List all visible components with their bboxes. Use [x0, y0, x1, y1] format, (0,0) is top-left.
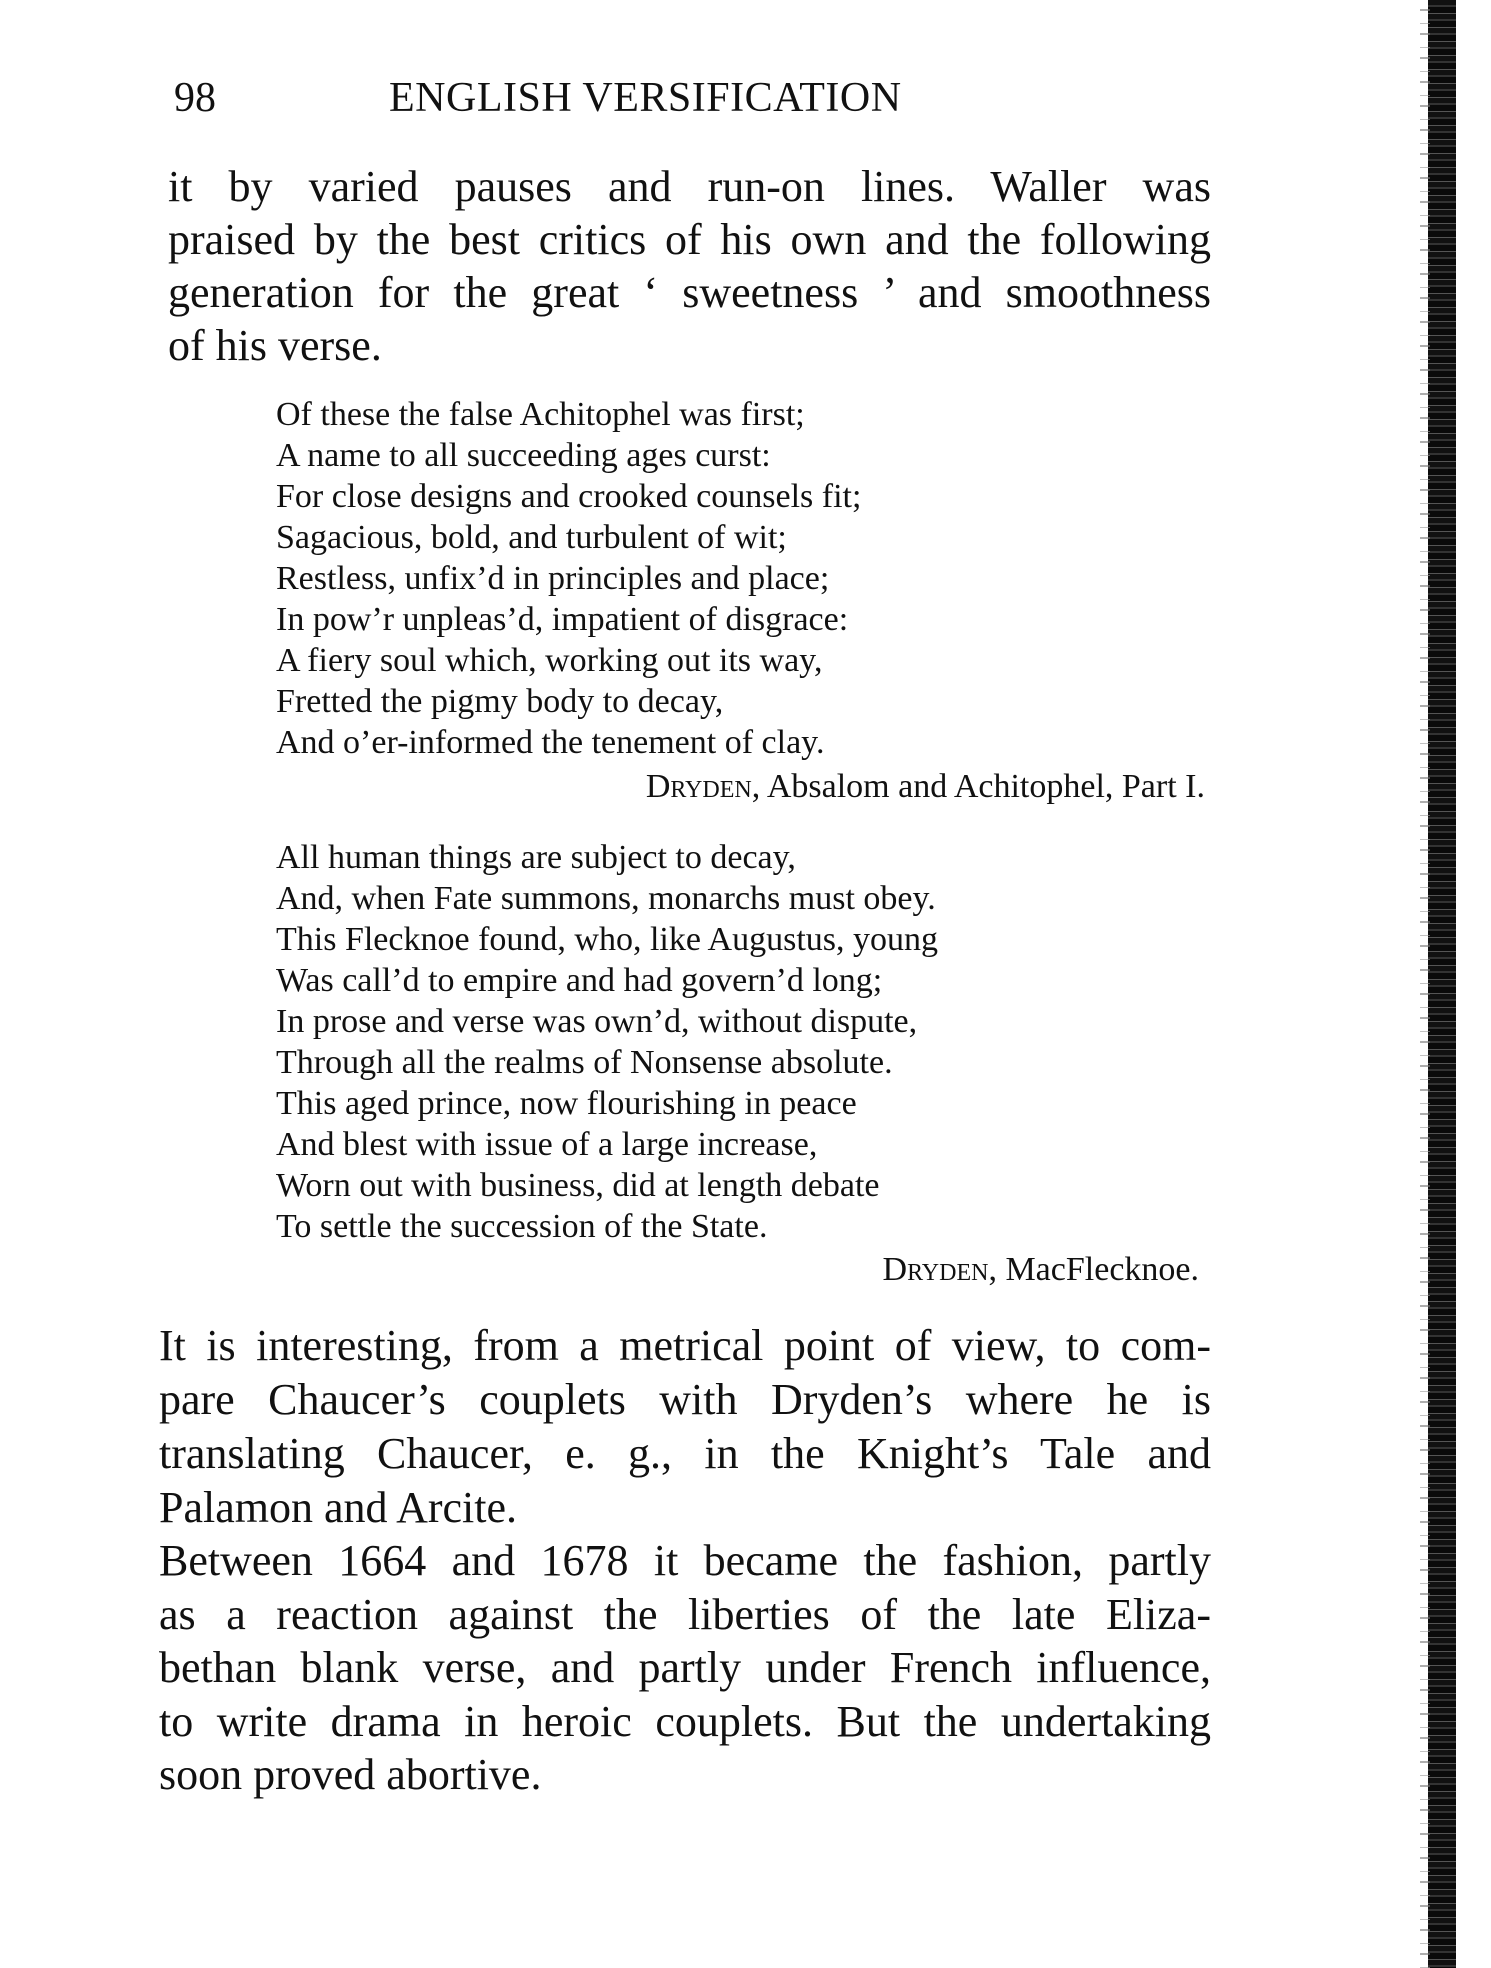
text-line: soon proved abortive.	[159, 1750, 542, 1799]
paragraph-2	[159, 1319, 1211, 1535]
attribution-author: Dryden	[882, 1251, 989, 1288]
verse-line: In prose and verse was own’d, without dispute,	[276, 1003, 918, 1040]
page-edge-shadow	[1428, 0, 1456, 1968]
attribution-source: , Absalom and Achitophel, Part I.	[751, 768, 1205, 805]
verse-line: Of these the false Achitophel was first;	[276, 396, 805, 433]
text-line: It is interesting, from a metrical point of view, to com-	[159, 1321, 1211, 1370]
text-line: Between 1664 and 1678 it became the fashion, partly	[159, 1536, 1211, 1585]
verse-line: This Flecknoe found, who, like Augustus, young	[276, 921, 939, 958]
verse-line: Was call’d to empire and had govern’d long;	[276, 962, 883, 999]
verse-line: All human things are subject to decay,	[276, 839, 796, 876]
verse-line: Worn out with business, did at length debate	[276, 1167, 880, 1204]
text-line: praised by the best critics of his own and the following	[168, 215, 1211, 264]
verse-line: And blest with issue of a large increase,	[276, 1126, 818, 1163]
text-line: translating Chaucer, e. g., in the Knight’s Tale and	[159, 1429, 1211, 1478]
text-line: Palamon and Arcite.	[159, 1483, 518, 1532]
verse-line: A fiery soul which, working out its way,	[276, 642, 823, 679]
verse-line: A name to all succeeding ages curst:	[276, 437, 771, 474]
text-line: to write drama in heroic couplets. But the undertaking	[159, 1696, 1211, 1746]
verse-line: Through all the realms of Nonsense absolute.	[276, 1044, 893, 1081]
paragraph-1	[168, 160, 1211, 372]
attribution-author: Dryden	[645, 768, 752, 805]
verse-line: In pow’r unpleas’d, impatient of disgrace:	[276, 601, 849, 638]
verse-line: And, when Fate summons, monarchs must obey.	[276, 880, 936, 917]
verse-line: And o’er-informed the tenement of clay.	[276, 724, 825, 761]
page-edge-texture	[1420, 0, 1430, 1968]
verse-line: Sagacious, bold, and turbulent of wit;	[276, 519, 787, 556]
attribution-source: , MacFlecknoe.	[988, 1251, 1199, 1288]
page-number: 98	[174, 75, 216, 121]
verse-quote-2	[276, 837, 938, 1247]
verse-line: Restless, unfix’d in principles and place;	[276, 560, 830, 597]
verse-line: For close designs and crooked counsels fit;	[276, 478, 862, 515]
text-line: of his verse.	[168, 321, 382, 370]
verse-line: Fretted the pigmy body to decay,	[276, 683, 724, 720]
text-line: generation for the great ‘ sweetness ’ and smoothness	[168, 268, 1211, 317]
verse-line: To settle the succession of the State.	[276, 1208, 768, 1245]
verse-quote-1	[276, 394, 861, 763]
running-title: ENGLISH VERSIFICATION	[389, 75, 902, 121]
verse-line: This aged prince, now flourishing in peace	[276, 1085, 857, 1122]
attribution-1	[646, 766, 1205, 807]
paragraph-3	[159, 1534, 1211, 1802]
text-line: as a reaction against the liberties of the late Eliza-	[159, 1589, 1211, 1639]
text-line: bethan blank verse, and partly under French influence,	[159, 1643, 1211, 1692]
text-line: pare Chaucer’s couplets with Dryden’s where he is	[159, 1375, 1211, 1424]
attribution-2	[883, 1249, 1199, 1290]
text-line: it by varied pauses and run-on lines. Waller was	[168, 162, 1211, 211]
